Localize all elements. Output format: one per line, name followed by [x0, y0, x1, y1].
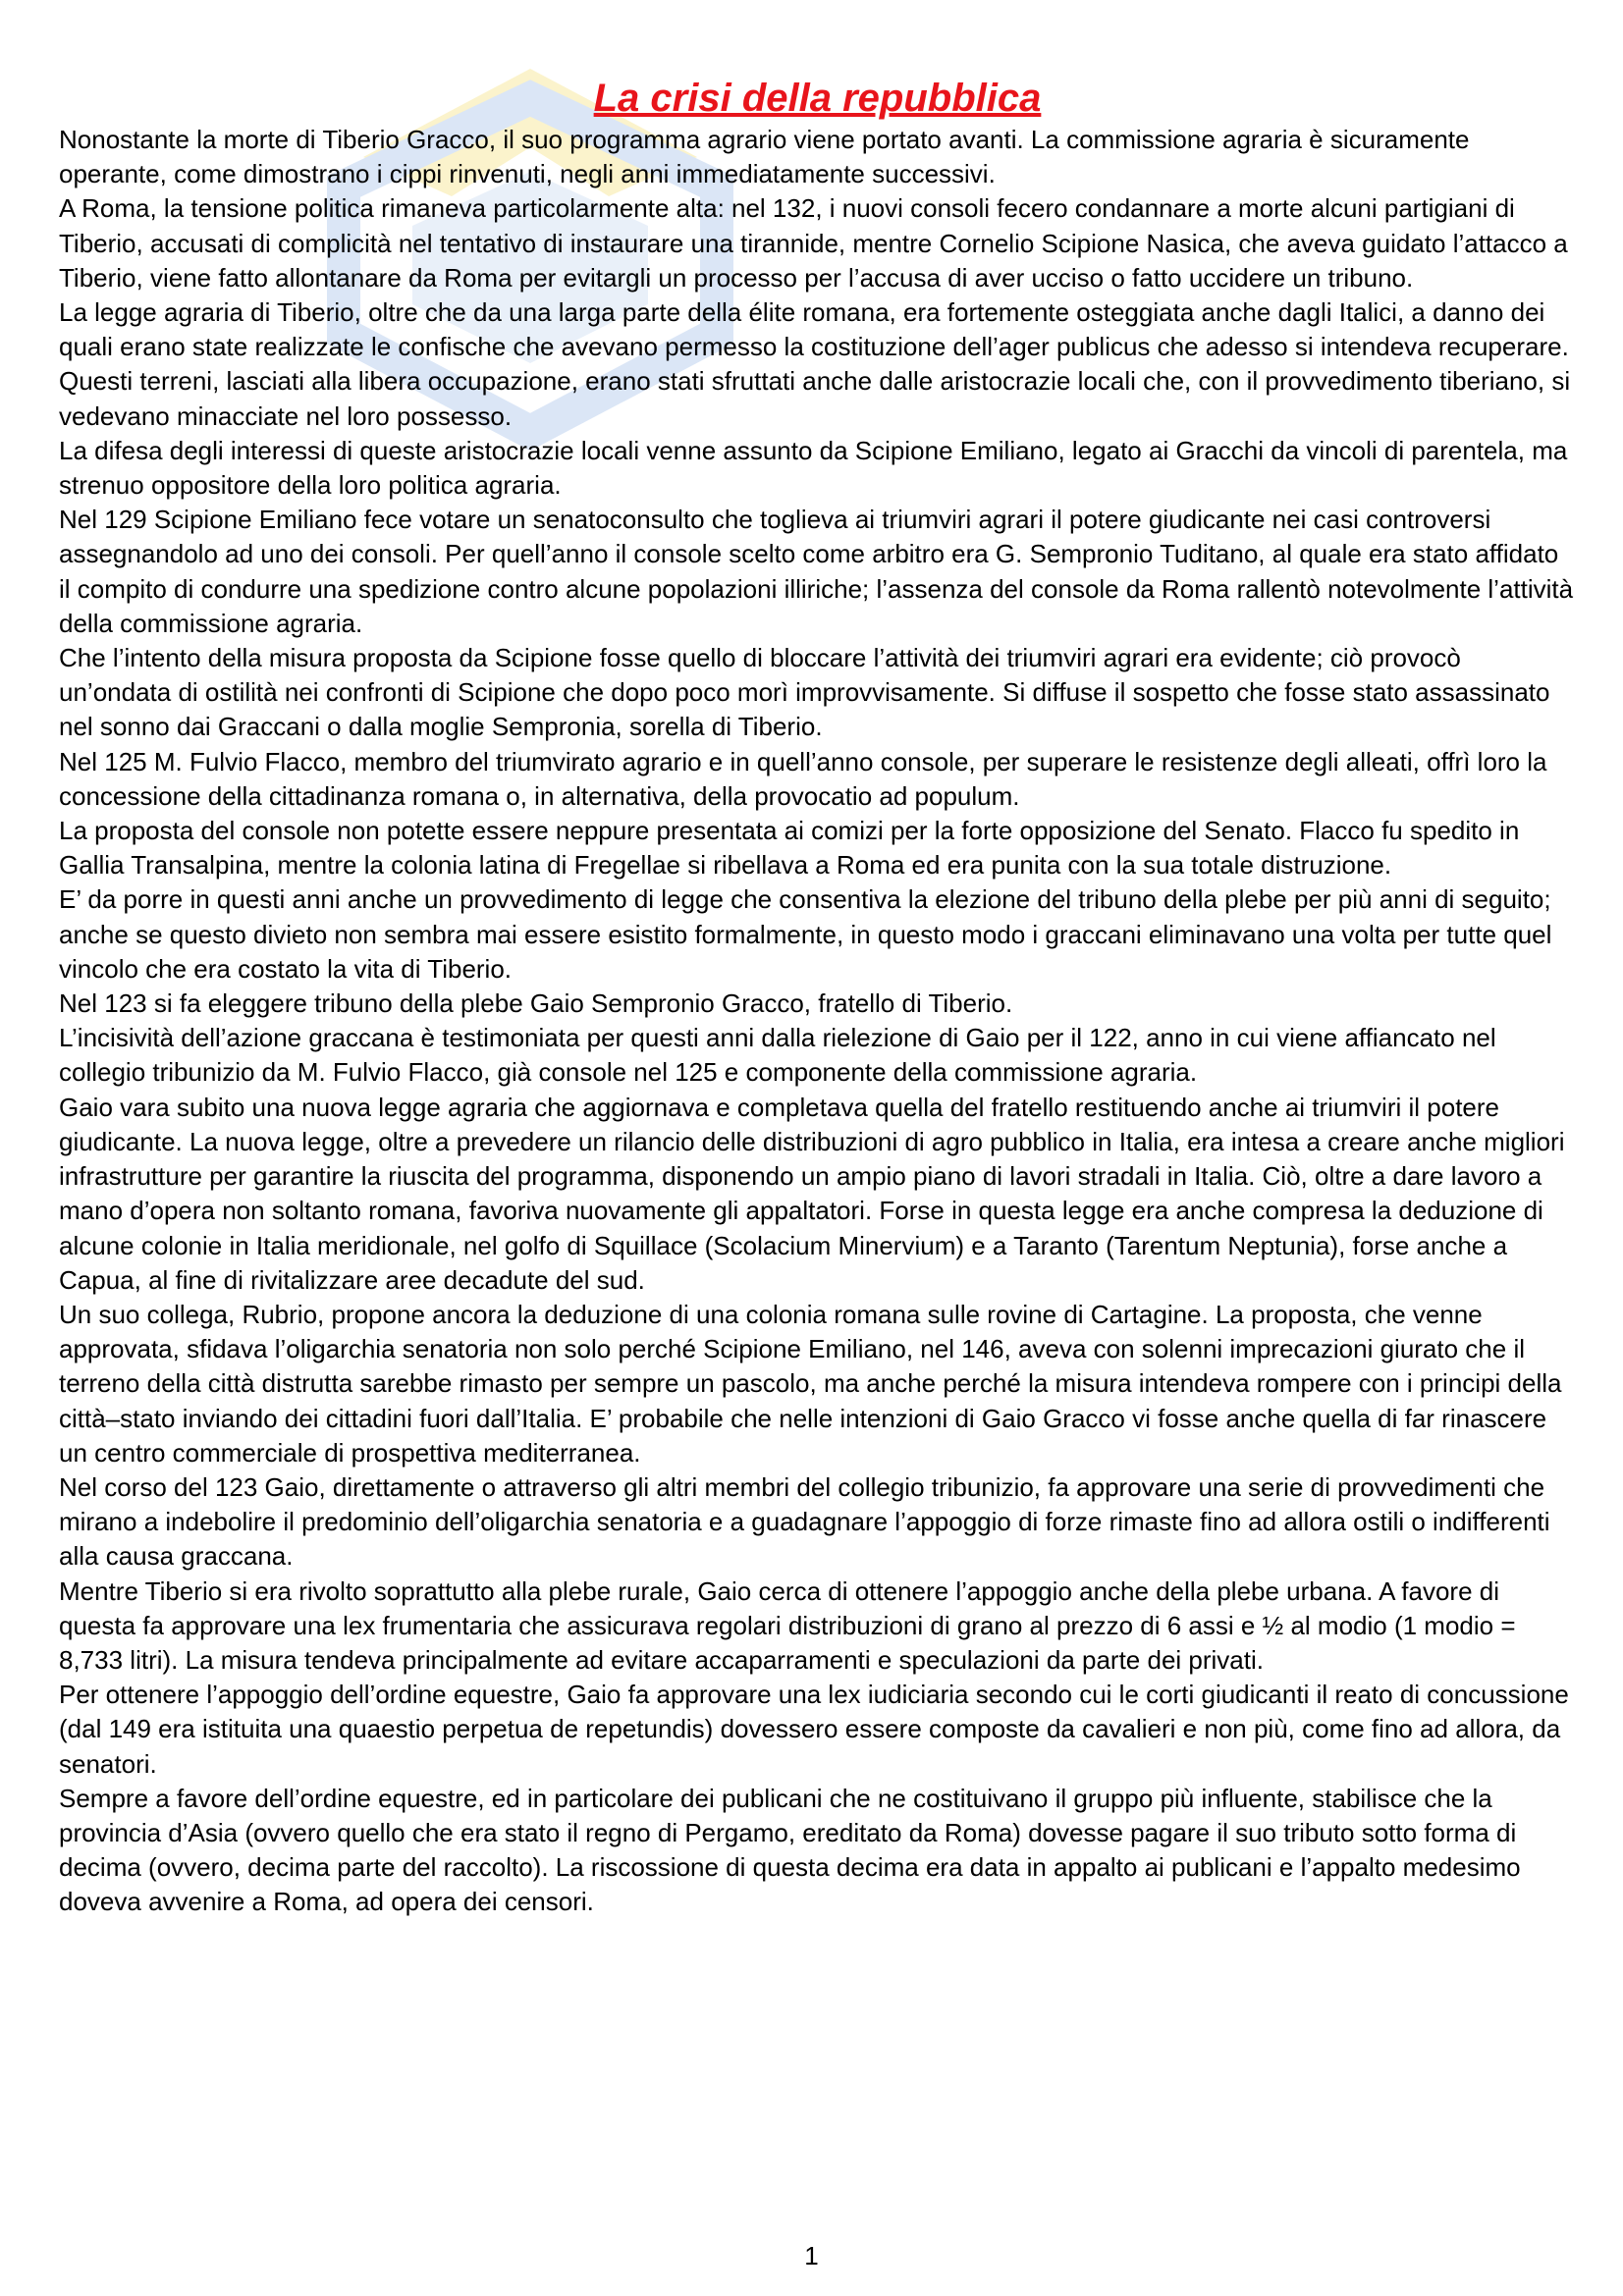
paragraph: Nel corso del 123 Gaio, direttamente o attraverso gli altri membri del collegio tribunizio, fa approvare una serie di provvedimenti che mirano a indebolire il predominio dell’oligarchia senatoria e a guadagnare l’appoggio di forze rimaste fino ad allora ostili o indifferenti alla causa graccana. — [59, 1471, 1550, 1572]
paragraph: A Roma, la tensione politica rimaneva particolarmente alta: nel 132, i nuovi consoli fecero condannare a morte alcuni partigiani di Tiberio, accusati di complicità nel tentativo di instaurare una tirannide, mentre Cornelio Scipione Nasica, che aveva guidato l’attacco a Tiberio, viene fatto allontanare da Roma per evitargli un processo per l’accusa di aver ucciso o fatto uccidere un tribuno. — [59, 193, 1568, 293]
paragraph: La difesa degli interessi di queste aristocrazie locali venne assunto da Scipione Emiliano, legato ai Gracchi da vincoli di parentela, ma strenuo oppositore della loro politica agraria. — [59, 435, 1568, 501]
paragraph: Un suo collega, Rubrio, propone ancora la deduzione di una colonia romana sulle rovine di Cartagine. La proposta, che venne approvata, sfidava l’oligarchia senatoria non solo perché Scipione Emiliano, nel 146, aveva con solenni imprecazioni giurato che il terreno della città distrutta sarebbe rimasto per sempre un pascolo, ma anche perché la misura intendeva rompere con i principi della città–stato inviando dei cittadini fuori dall’Italia. E’ probabile che nelle intenzioni di Gaio Gracco vi fosse anche quella di far rinascere un centro commerciale di prospettiva mediterranea. — [59, 1299, 1562, 1468]
page-number: 1 — [804, 2241, 819, 2270]
paragraph: Che l’intento della misura proposta da Scipione fosse quello di bloccare l’attività dei triumviri agrari era evidente; ciò provocò un’ondata di ostilità nei confronti di Scipione che dopo poco morì improvvisamente. Si diffuse il sospetto che fosse stato assassinato nel sonno dai Graccani o dalla moglie Sempronia, sorella di Tiberio. — [59, 643, 1550, 742]
paragraph: Nonostante la morte di Tiberio Gracco, il suo programma agrario viene portato avanti. La commissione agraria è sicuramente operante, come dimostrano i cippi rinvenuti, negli anni immediatamente successivi. — [59, 125, 1470, 189]
paragraph: Nel 125 M. Fulvio Flacco, membro del triumvirato agrario e in quell’anno console, per superare le resistenze degli alleati, offrì loro la concessione della cittadinanza romana o, in alternativa, della provocatio ad populum. — [59, 746, 1547, 811]
paragraph: Mentre Tiberio si era rivolto soprattutto alla plebe rurale, Gaio cerca di ottenere l’appoggio anche della plebe urbana. A favore di questa fa approvare una lex frumentaria che assicurava regolari distribuzioni di grano al prezzo di 6 assi e ½ al modio (1 modio = 8,733 litri). La misura tendeva principalmente ad evitare accaparramenti e speculazioni da parte dei privati. — [59, 1575, 1516, 1675]
paragraph: Nel 123 si fa eleggere tribuno della plebe Gaio Sempronio Gracco, fratello di Tiberio. — [59, 988, 1013, 1019]
paragraph: La legge agraria di Tiberio, oltre che da una larga parte della élite romana, era fortemente osteggiata anche dagli Italici, a danno dei quali erano state realizzate le confische che avevano permesso la costituzione dell’ager publicus che adesso si intendeva recuperare. Questi terreni, lasciati alla libera occupazione, erano stati sfruttati anche dalle aristocrazie locali che, con il provvedimento tiberiano, si vedevano minacciate nel loro possesso. — [59, 297, 1571, 431]
paragraph: E’ da porre in questi anni anche un provvedimento di legge che consentiva la elezione del tribuno della plebe per più anni di seguito; anche se questo divieto non sembra mai essere esistito formalmente, in questo modo i graccani eliminavano una volta per tutte quel vincolo che era costato la vita di Tiberio. — [59, 884, 1552, 984]
paragraph: L’incisività dell’azione graccana è testimoniata per questi anni dalla rielezione di Gaio per il 122, anno in cui viene affiancato nel collegio tribunizio da M. Fulvio Flacco, già console nel 125 e componente della commissione agraria. — [59, 1023, 1496, 1088]
paragraph: Sempre a favore dell’ordine equestre, ed in particolare dei publicani che ne costituivano il gruppo più influente, stabilisce che la provincia d’Asia (ovvero quello che era stato il regno di Pergamo, ereditato da Roma) dovesse pagare il suo tributo sotto forma di decima (ovvero, decima parte del raccolto). La riscossione di questa decima era data in appalto ai publicani e l’appalto medesimo doveva avvenire a Roma, ad opera dei censori. — [59, 1783, 1521, 1917]
document-title: La crisi della repubblica — [593, 77, 1042, 120]
paragraph: La proposta del console non potette essere neppure presentata ai comizi per la forte opposizione del Senato. Flacco fu spedito in Gallia Transalpina, mentre la colonia latina di Fregellae si ribellava a Roma ed era punita con la sua totale distruzione. — [59, 816, 1520, 881]
paragraph: Nel 129 Scipione Emiliano fece votare un senatoconsulto che toglieva ai triumviri agrari il potere giudicante nei casi controversi assegnandolo ad uno dei consoli. Per quell’anno il console scelto come arbitro era G. Sempronio Tuditano, al quale era stato affidato il compito di condurre una spedizione contro alcune popolazioni illiriche; l’assenza del console da Roma rallentò notevolmente l’attività della commissione agraria. — [59, 505, 1574, 638]
document-page — [59, 77, 1576, 1920]
paragraph: Gaio vara subito una nuova legge agraria che aggiornava e completava quella del fratello restituendo anche ai triumviri il potere giudicante. La nuova legge, oltre a prevedere un rilancio delle distribuzioni di agro pubblico in Italia, era intesa a creare anche migliori infrastrutture per garantire la riuscita del programma, disponendo un ampio piano di lavori stradali in Italia. Ciò, oltre a dare lavoro a mano d’opera non soltanto romana, favoriva nuovamente gli appaltatori. Forse in questa legge era anche compresa la deduzione di alcune colonie in Italia meridionale, nel golfo di Squillace (Scolacium Minervium) e a Taranto (Tarentum Neptunia), forse anche a Capua, al fine di rivitalizzare aree decadute del sud. — [59, 1092, 1565, 1295]
paragraph: Per ottenere l’appoggio dell’ordine equestre, Gaio fa approvare una lex iudiciaria secondo cui le corti giudicanti il reato di concussione (dal 149 era istituita una quaestio perpetua de repetundis) dovessero essere composte da cavalieri e non più, come fino ad allora, da senatori. — [59, 1680, 1569, 1779]
